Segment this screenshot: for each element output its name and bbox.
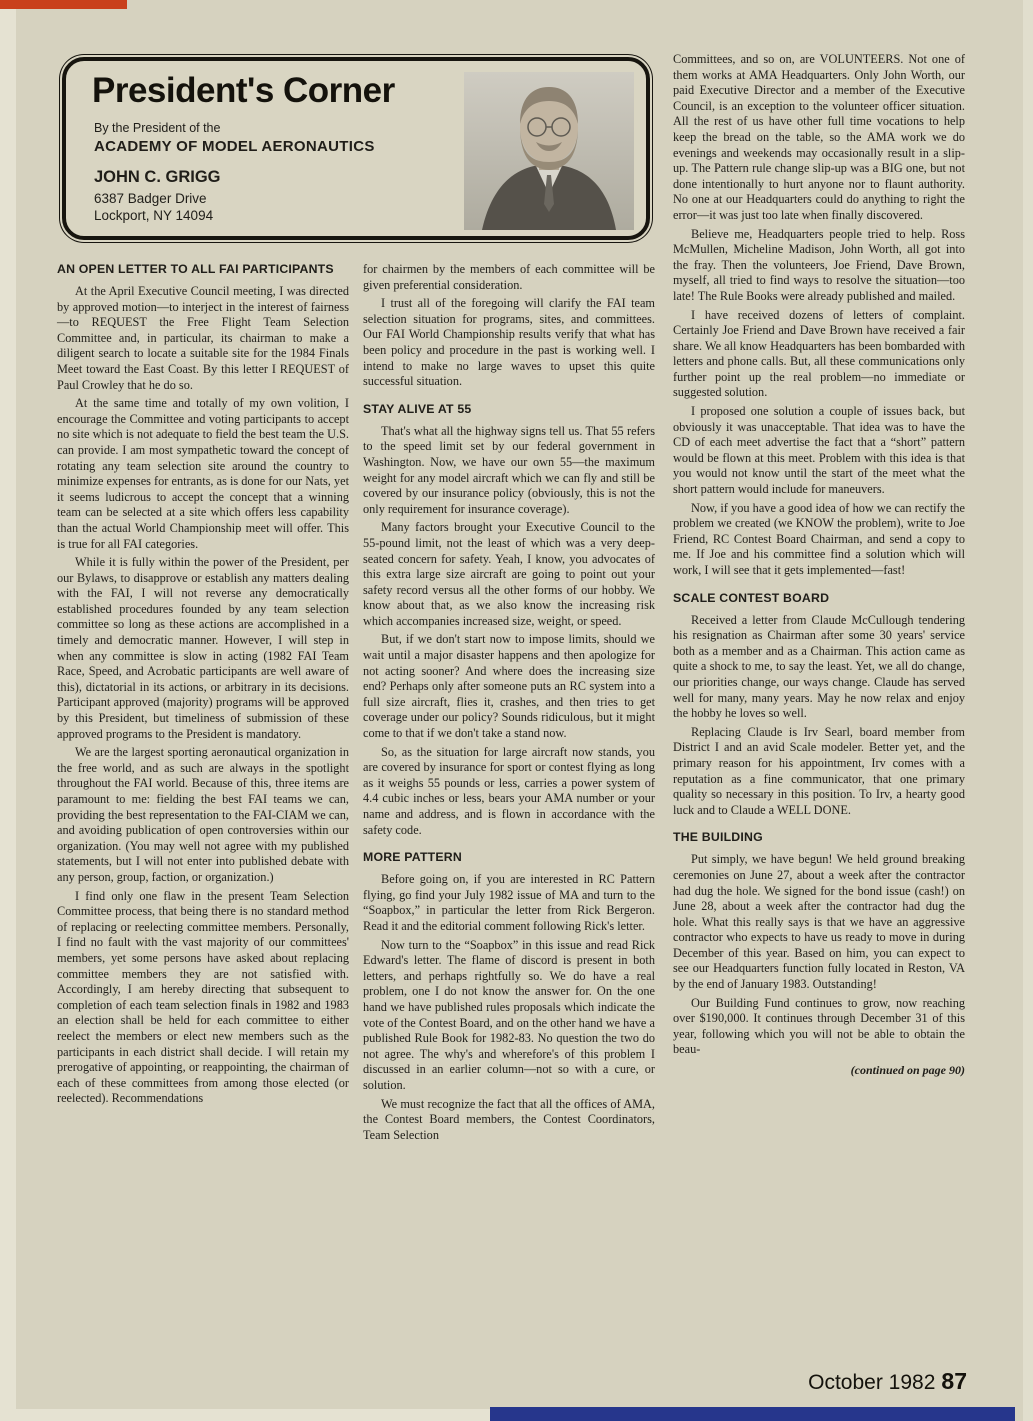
red-registration-bar — [0, 0, 127, 9]
paragraph: Committees, and so on, are VOLUNTEERS. Not one of them works at AMA Headquarters. Only John Worth, our paid Executive Director and a member of the Executive Council, is an exception to the volunteer officer situation. All the rest of us have other full time vocations to help keep the bread on the table, so the AMA work we do evenings and weekends may occasionally result in a slip-up. The Pattern rule change slip-up was a BIG one, but not done intentionally to hurt anyone nor to flaunt authority. No one at our Headquarters could do anything to right the error—it was just too late when finally discovered. — [673, 52, 965, 222]
paragraph: Received a letter from Claude McCullough tendering his resignation as Chairman after some 30 years' service both as a member and as a Chairman. This action came as quite a shock to me, to say the least. Yet, we all do change, our priorities change, our ways change. Claude has served well for many, many years. May he now relax and enjoy the hobby he loves so well. — [673, 612, 965, 721]
paragraph: So, as the situation for large aircraft now stands, you are covered by insurance for sport or contest flying as long as it weighs 55 pounds or less, carries a power system of 4.4 cubic inches or less, bears your AMA number or your name and address, and is flown in accordance with the safety code. — [363, 744, 655, 837]
paragraph: I have received dozens of letters of complaint. Certainly Joe Friend and Dave Brown have received a fair share. We all know Headquarters has been bombarded with letters and phone calls. But, all these communications only further point up the real problem—no immediate or suggested solution. — [673, 307, 965, 400]
column-1 — [57, 262, 349, 1110]
paragraph: We are the largest sporting aeronautical organization in the free world, and as such are always in the spotlight throughout the FAI world. Because of this, three items are paramount to me: fielding the best FAI teams we can, providing the best representation to the FAI-CIAM we can, and avoiding publication of open controversies within our organization. (You may well not agree with my published statements, but I will not enter into published debate with any person, group, faction, or organization.) — [57, 745, 349, 884]
president-name: JOHN C. GRIGG — [94, 168, 221, 186]
address-line-2: Lockport, NY 14094 — [94, 208, 214, 223]
paragraph: I find only one flaw in the present Team Selection Committee process, that being there is no standard method of replacing or reelecting committee members. Personally, I find no fault with the vast majority of our committees' members, yet some persons have asked about replacing committee members they are not satisfied with. Accordingly, I am hereby directing that subsequent to completion of each team selection finals in 1982 and 1983 an election shall be held for each committee to either reelect the members or elect new members such as the participants in each district shall decide. I will retain my prerogative of appointing, or reappointing, the chairman of each of these committees from among those elected (or reelected). Recommendations — [57, 888, 349, 1106]
paragraph: Our Building Fund continues to grow, now reaching over $190,000. It continues through December 31 of this year, following which you will not be able to obtain the beau- — [673, 995, 965, 1057]
section-heading-open-letter: AN OPEN LETTER TO ALL FAI PARTICIPANTS — [57, 262, 334, 276]
blue-registration-bar — [490, 1407, 1015, 1421]
section-heading-more-pattern: MORE PATTERN — [363, 850, 462, 865]
portrait-illustration — [464, 72, 634, 230]
column-2 — [363, 262, 655, 1146]
paragraph: We must recognize the fact that all the offices of AMA, the Contest Board members, the Contest Coordinators, Team Selection — [363, 1096, 655, 1142]
page-edge-left — [0, 0, 16, 1421]
paragraph: Believe me, Headquarters people tried to help. Ross McMullen, Micheline Madison, John Worth, all got into the fray. Then the volunteers, Joe Friend, Dave Brown, myself, all tried to find ways to resolve the situation—too late! The Rule Books were already published and mailed. — [673, 226, 965, 303]
paragraph: While it is fully within the power of the President, per our Bylaws, to disapprove or establish any matters dealing with the FAI, I will not reverse any democratically established procedures founded by any team selection committee so long as these actions are accomplished in a timely and democratic manner. However, I will step in when any committee is slow in acting (1982 FAI Team Race, Speed, and Acrobatic participants are well aware of this), dictatorial in its actions, or arbitrary in its decisions. Participant approved (majority) programs will be approved by this President, but timeliness of submission of these approved programs to the President is mandatory. — [57, 555, 349, 741]
page-edge-right — [1023, 0, 1033, 1421]
section-heading-stay-alive: STAY ALIVE AT 55 — [363, 401, 472, 416]
paragraph: But, if we don't start now to impose limits, should we wait until a major disaster happens and then apologize for not acting sooner? And where does the increasing size end? Perhaps only after someone puts an RC system into a full size aircraft, flies it, crashes, and then tries to get coverage under our policy? Sounds ridiculous, but it might come to that if we don't take a stand now. — [363, 632, 655, 741]
byline: By the President of the — [94, 121, 221, 135]
header-text-block — [92, 71, 482, 225]
paragraph: Put simply, we have begun! We held ground breaking ceremonies on June 27, about a week after the contractor had dug the hole. We signed for the bond issue (cash!) on June 28, about a week after the contractor had dug the hole. What this really says is that we have an aggressive contractor who expects to have us ready to move in during December of this year. Based on him, you can expect to see our Headquarters function fully located in Reston, VA by the end of January 1983. Outstanding! — [673, 852, 965, 992]
section-heading-the-building: THE BUILDING — [673, 830, 763, 845]
paragraph: That's what all the highway signs tell us. That 55 refers to the speed limit set by our federal government in Washington. Now, we have our own 55—the maximum weight for any model aircraft which we can fly and still be covered by our insurance policy (obviously, this is not the only requirement for insurance coverage). — [363, 423, 655, 516]
presidents-corner-header-box — [62, 57, 650, 240]
paragraph: Before going on, if you are interested in RC Pattern flying, go find your July 1982 issue of MA and turn to the “Soapbox,” in particular the letter from Rick Bergeron. Read it and the editorial comment following Rick's letter. — [363, 872, 655, 933]
column-3 — [673, 52, 965, 1079]
issue-date: October 1982 — [808, 1371, 936, 1394]
paragraph: for chairmen by the members of each committee will be given preferential consideration. — [363, 262, 655, 292]
paragraph: At the same time and totally of my own volition, I encourage the Committee and voting participants to accept no site which is not adequate to field the best team the U.S. can provide. I am most sympathetic toward the concept of rotating any team selection site around the country to minimize expenses for entrants, as is done for our Nats, yet it seems ludicrous to accept the concept that a winning team can be selected at a site which offers less capability than the actual World Championship meet will offer. This is true for all FAI categories. — [57, 396, 349, 551]
organization-name: ACADEMY OF MODEL AERONAUTICS — [94, 138, 375, 155]
paragraph: At the April Executive Council meeting, I was directed by approved motion—to interject in the interest of fairness—to REQUEST the Free Flight Team Selection Committee and, in particular, its chairman to make a diligent search to locate a suitable site for the 1984 Finals Meet toward the East Coast. By this letter I REQUEST of Paul Crowley that he do so. — [57, 284, 349, 392]
address-line-1: 6387 Badger Drive — [94, 191, 207, 206]
page-number: 87 — [941, 1368, 967, 1394]
paragraph: Now, if you have a good idea of how we can rectify the problem we created (we KNOW the problem), write to Joe Friend, RC Contest Board Chairman, and send a copy to me. If Joe and his committee find a solution which will work, I will see that it gets implemented—fast! — [673, 500, 965, 577]
paragraph: I trust all of the foregoing will clarify the FAI team selection situation for programs, sites, and committees. Our FAI World Championship results verify that what has been policy and procedure in the past is working well. I intend to make no large waves to upset this quite successful situation. — [363, 296, 655, 389]
column-title: President's Corner — [92, 71, 395, 110]
paragraph: I proposed one solution a couple of issues back, but obviously it was unacceptable. That idea was to have the CD of each meet advertise the fact that a “short” pattern would be flown at this meet. Problem with this idea is that you would not know until the start of the meet what the short pattern would include for maneuvers. — [673, 404, 965, 497]
page-footer — [808, 1368, 967, 1395]
president-portrait-photo — [464, 72, 634, 230]
section-heading-scale-contest-board: SCALE CONTEST BOARD — [673, 590, 830, 605]
page-edge-bottom — [0, 1409, 490, 1421]
continued-note: (continued on page 90) — [850, 1063, 965, 1078]
paragraph: Many factors brought your Executive Council to the 55-pound limit, not the least of which was a very deep-seated concern for safety. Yeah, I know, you advocates of this extra large size aircraft are going to point out your safety record versus all the other forms of our hobby. We know about that, as we also know the increasing risk which accompanies increased size, weight, or speed. — [363, 520, 655, 628]
paragraph: Replacing Claude is Irv Searl, board member from District I and an avid Scale modeler. Better yet, and the primary reason for his appointment, Irv comes with a reputation as a fine communicator, that one primary quality so necessary in this position. To Irv, a hearty good luck and to Claude a WELL DONE. — [673, 724, 965, 817]
paragraph: Now turn to the “Soapbox” in this issue and read Rick Edward's letter. The flame of discord is present in both letters, and perhaps rightfully so. We do have a real problem, one I do not know the answer for. On the one hand we have published rules proposals which indicate the vote of the Contest Board, and on the other hand we have a published Rule Book for 1982-83. No question the two do not agree. The why's and wherefore's of this problem I discussed in an earlier column—not so with a cure, or solution. — [363, 937, 655, 1092]
